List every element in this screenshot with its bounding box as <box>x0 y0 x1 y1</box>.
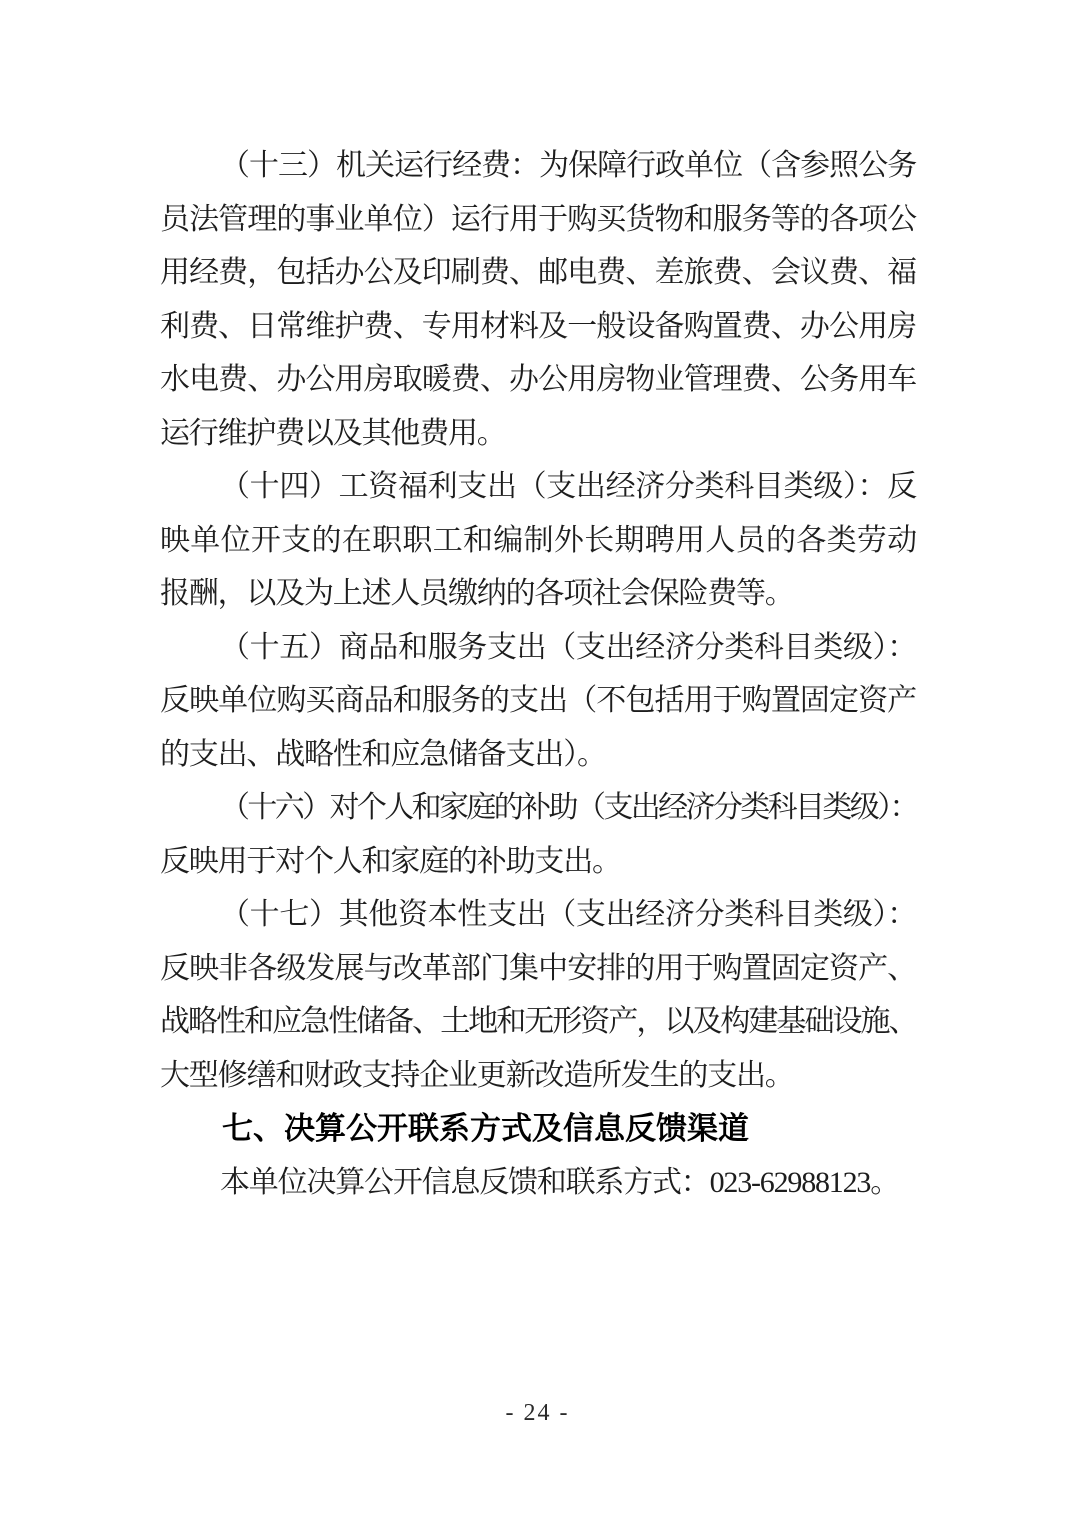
text-line: 七、决算公开联系方式及信息反馈渠道 <box>222 1111 749 1146</box>
text-line: 员法管理的事业单位）运行用于购买货物和服务等的各项公 <box>160 202 916 236</box>
text-line: （十六）对个人和家庭的补助（支出经济分类科目类级）： <box>220 791 916 824</box>
heading-section-7 <box>160 1102 916 1156</box>
text-line: 反映用于对个人和家庭的补助支出。 <box>160 844 621 878</box>
text-line: （十五）商品和服务支出（支出经济分类科目类级）： <box>220 630 916 664</box>
text-line: （十三）机关运行经费：为保障行政单位（含参照公务 <box>220 149 916 182</box>
text-line: 反映非各级发展与改革部门集中安排的用于购置固定资产、 <box>160 951 916 985</box>
para-item-16 <box>160 781 916 888</box>
page-footer <box>0 1400 1075 1427</box>
text-line: 运行维护费以及其他费用。 <box>160 416 506 450</box>
para-contact-info <box>160 1156 916 1210</box>
document-body <box>160 139 916 1209</box>
para-item-14 <box>160 460 916 621</box>
text-line: （十七）其他资本性支出（支出经济分类科目类级）： <box>220 898 916 931</box>
text-line: 利费、日常维护费、专用材料及一般设备购置费、办公用房 <box>160 309 916 343</box>
text-line: 反映单位购买商品和服务的支出（不包括用于购置固定资产 <box>160 684 916 717</box>
text-line: 水电费、办公用房取暖费、办公用房物业管理费、公务用车 <box>160 363 916 396</box>
para-item-13 <box>160 139 916 460</box>
para-item-15 <box>160 621 916 782</box>
text-line: 报酬，以及为上述人员缴纳的各项社会保险费等。 <box>160 577 794 610</box>
text-line: 映单位开支的在职职工和编制外长期聘用人员的各类劳动 <box>160 523 916 557</box>
text-line: 战略性和应急性储备、土地和无形资产，以及构建基础设施、 <box>160 1005 916 1038</box>
para-item-17 <box>160 888 916 1102</box>
text-line: 的支出、战略性和应急储备支出）。 <box>160 737 606 771</box>
text-line: （十四）工资福利支出（支出经济分类科目类级）：反 <box>220 470 916 503</box>
page-number: - 24 - <box>505 1400 570 1426</box>
text-line: 大型修缮和财政支持企业更新改造所发生的支出。 <box>160 1058 794 1092</box>
text-line: 本单位决算公开信息反馈和联系方式：023-62988123。 <box>220 1165 899 1199</box>
text-line: 用经费，包括办公及印刷费、邮电费、差旅费、会议费、福 <box>160 256 916 289</box>
